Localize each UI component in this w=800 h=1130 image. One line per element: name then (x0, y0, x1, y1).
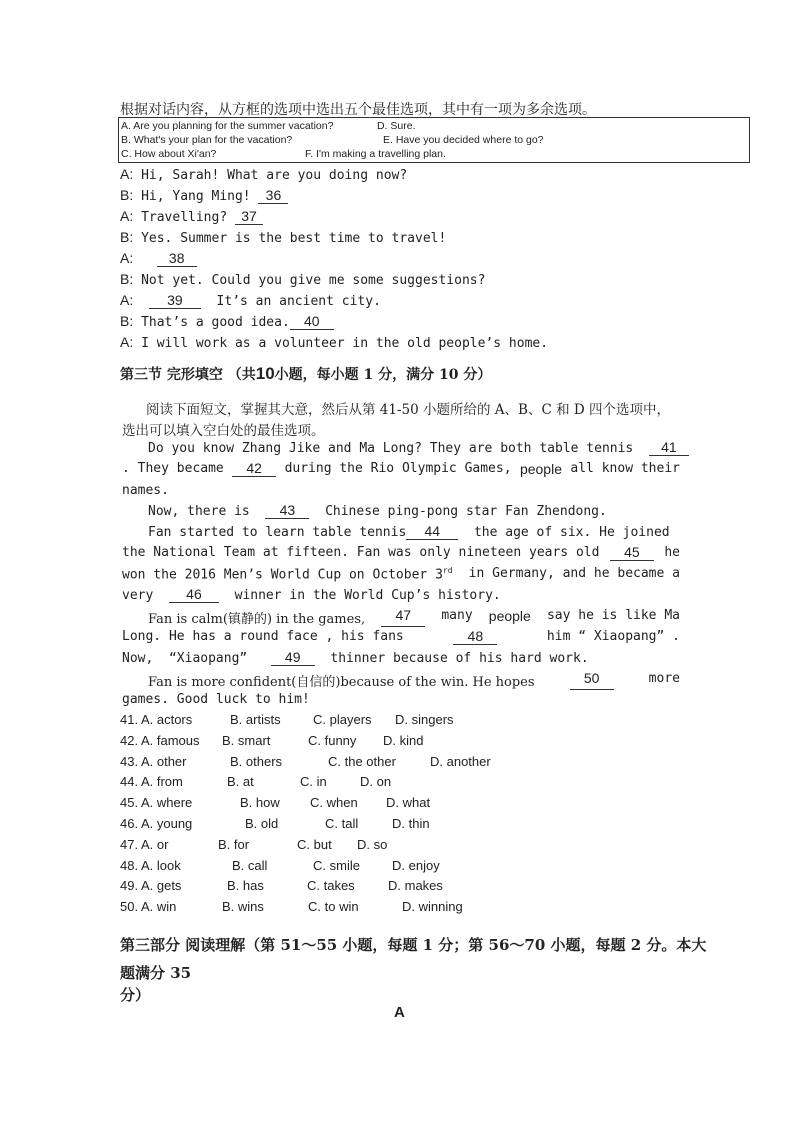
question-option[interactable]: B. old (245, 816, 279, 831)
question-option[interactable]: C. funny (308, 732, 357, 748)
passage-line: Long. He has a round face , his fans 48 him “ Xiaopang” . (122, 628, 680, 644)
question-option[interactable]: D. makes (388, 878, 443, 894)
question-option[interactable]: C. players (313, 712, 372, 727)
question-option[interactable]: B. how (240, 795, 280, 811)
dialogue-line: B: Not yet. Could you give me some suggestions? (120, 271, 486, 288)
dialogue-line: B: Hi, Yang Ming! 36 (120, 187, 288, 204)
dialogue-line: A: 38 (120, 250, 197, 267)
answer-blank-42[interactable]: 42 (232, 461, 276, 477)
question-option[interactable]: B. at (227, 774, 254, 790)
part3-heading-cont: 分） (120, 986, 151, 1004)
question-option[interactable]: C. but (297, 836, 332, 852)
question-option[interactable]: D. another (430, 753, 491, 769)
question-option[interactable]: B. wins (222, 899, 264, 915)
answer-blank-38[interactable]: 38 (157, 251, 197, 267)
option-a: A. Are you planning for the summer vacation? (121, 120, 334, 132)
passage-line: Fan is more confident(自信的)because of the win. He hopes 50 more (148, 670, 680, 690)
answer-blank-45[interactable]: 45 (610, 545, 654, 561)
dialogue-line: A: Hi, Sarah! What are you doing now? (120, 166, 408, 183)
question-option[interactable]: B. call (232, 857, 268, 873)
dialogue-line: B: That’s a good idea. 40 (120, 313, 334, 330)
option-b: B. What's your plan for the vacation? (121, 134, 293, 146)
question-option-a[interactable]: 46. A. young (120, 816, 193, 831)
option-e: E. Have you decided where to go? (383, 134, 544, 146)
passage-line: Now, “Xiaopang” 49 thinner because of his hard work. (122, 649, 589, 666)
question-option[interactable]: B. for (218, 836, 250, 852)
question-option[interactable]: D. winning (402, 899, 463, 915)
part3-heading: 第三部分 阅读理解（第 51～55 小题，每题 1 分；第 56～70 小题，每题 2 分。本大 (120, 936, 707, 954)
question-option-a[interactable]: 49. A. gets (120, 878, 182, 894)
passage-line: very 46 winner in the World Cup’s history. (122, 586, 501, 603)
part3-heading-cont: 题满分 35 (120, 964, 192, 982)
question-option-a[interactable]: 45. A. where (120, 795, 193, 811)
answer-blank-39[interactable]: 39 (149, 293, 201, 309)
answer-blank-36[interactable]: 36 (258, 188, 288, 204)
answer-blank-50[interactable]: 50 (570, 671, 614, 690)
answer-blank-40[interactable]: 40 (290, 314, 334, 330)
question-option[interactable]: D. kind (383, 732, 424, 748)
passage-line: games. Good luck to him! (122, 692, 310, 707)
passage-line: names. (122, 483, 169, 498)
question-option[interactable]: C. tall (325, 816, 359, 831)
answer-blank-44[interactable]: 44 (406, 524, 458, 540)
answer-blank-48[interactable]: 48 (453, 629, 497, 645)
answer-blank-43[interactable]: 43 (265, 503, 309, 519)
passage-line: . They became 42 during the Rio Olympic Games, people all know their (122, 460, 680, 477)
answer-blank-49[interactable]: 49 (271, 650, 315, 666)
passage-line: Fan started to learn table tennis 44 the age of six. He joined (148, 523, 670, 540)
section-heading: 第三节 完形填空 （共10小题，每小题 1 分，满分 10 分） (120, 364, 492, 383)
question-option-a[interactable]: 41. A. actors (120, 712, 193, 727)
option-f: F. I'm making a travelling plan. (305, 148, 446, 160)
question-option[interactable]: D. what (386, 795, 431, 811)
passage-line: won the 2016 Men’s World Cup on October 3rd in Germany, and he became a (122, 566, 680, 583)
question-option[interactable]: B. artists (230, 712, 281, 727)
dialogue-line: A: 39 It’s an ancient city. (120, 292, 381, 309)
question-option[interactable]: C. smile (313, 857, 360, 873)
question-option[interactable]: C. when (310, 795, 358, 811)
question-option[interactable]: B. smart (222, 732, 271, 748)
dialogue-line: A: I will work as a volunteer in the old people’s home. (120, 334, 549, 351)
question-option[interactable]: D. thin (392, 816, 430, 831)
dialogue-line: A: Travelling? 37 (120, 208, 263, 225)
answer-blank-47[interactable]: 47 (381, 608, 425, 627)
passage-line: the National Team at fifteen. Fan was only nineteen years old 45 he (122, 544, 680, 560)
question-option[interactable]: D. enjoy (392, 857, 440, 873)
instruction-text: 根据对话内容，从方框的选项中选出五个最佳选项，其中有一项为多余选项。 (120, 102, 596, 118)
answer-blank-46[interactable]: 46 (169, 587, 219, 603)
dialogue-line: B: Yes. Summer is the best time to travel! (120, 229, 447, 246)
question-option[interactable]: C. to win (308, 899, 359, 915)
question-option-a[interactable]: 44. A. from (120, 774, 183, 790)
question-option[interactable]: B. has (227, 878, 264, 894)
question-option-a[interactable]: 43. A. other (120, 753, 187, 769)
question-option[interactable]: D. so (357, 836, 388, 852)
passage-line: Fan is calm(镇静的) in the games, 47 many people say he is like Ma (148, 607, 680, 627)
question-option[interactable]: C. in (300, 774, 327, 790)
question-option[interactable]: B. others (230, 753, 283, 769)
question-option[interactable]: D. singers (395, 712, 454, 727)
passage-line: Do you know Zhang Jike and Ma Long? They are both table tennis 41 (148, 440, 689, 456)
question-option[interactable]: C. the other (328, 753, 396, 769)
question-option-a[interactable]: 47. A. or (120, 836, 169, 852)
passage-label: A (394, 1004, 405, 1021)
passage-line: Now, there is 43 Chinese ping-pong star Fan Zhendong. (148, 502, 607, 519)
question-option-a[interactable]: 42. A. famous (120, 732, 200, 748)
option-d: D. Sure. (377, 120, 416, 132)
options-box (118, 117, 750, 163)
option-c: C. How about Xi'an? (121, 148, 217, 160)
question-option[interactable]: C. takes (307, 878, 355, 894)
question-option-a[interactable]: 48. A. look (120, 857, 181, 873)
answer-blank-37[interactable]: 37 (235, 209, 263, 225)
question-option[interactable]: D. on (360, 774, 392, 790)
intro-line-1: 阅读下面短文，掌握其大意，然后从第 41-50 小题所给的 A、B、C 和 D 四个选项中， (146, 402, 670, 418)
question-option-a[interactable]: 50. A. win (120, 899, 177, 915)
intro-line-2: 选出可以填入空白处的最佳选项。 (122, 423, 325, 439)
answer-blank-41[interactable]: 41 (649, 440, 689, 456)
